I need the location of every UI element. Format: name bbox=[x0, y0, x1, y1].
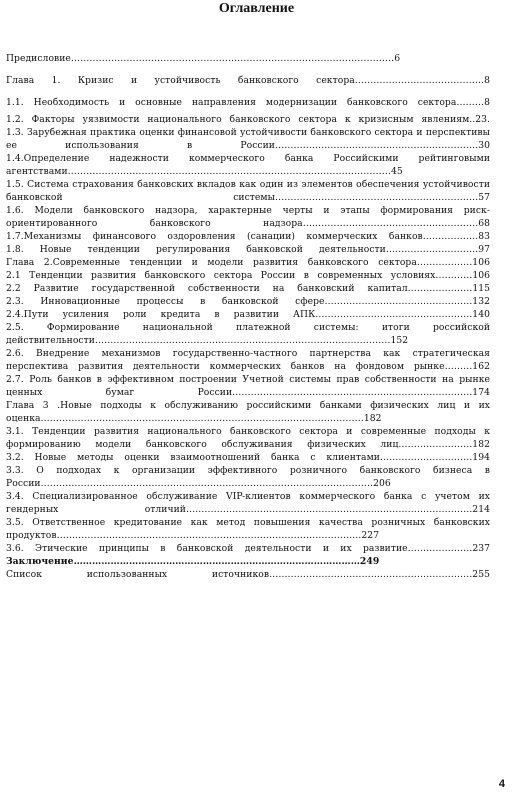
toc-entry: Заключение…………………………………………………………………………………249 bbox=[6, 556, 380, 567]
toc-entry: Глава 3 .Новые подходы к обслуживанию российскими банками физических лиц и их оценка……………………………………………………………………………………………182 bbox=[6, 400, 490, 424]
toc-entry: 3.6. Этические принципы в банковской деятельности и их развитие…………………237 bbox=[6, 543, 490, 554]
toc-entry: Глава 1. Кризис и устойчивость банковского сектора……………………………………8 bbox=[6, 75, 490, 86]
toc-entry: 1.8. Новые тенденции регулирования банковской деятельности…………………………97 bbox=[6, 244, 490, 255]
toc-entry: 2.5. Формирование национальной платежной системы: итоги российской действительности……………………………………………………………………………………152 bbox=[6, 322, 490, 346]
toc-entry: Предисловие……………………………………………………………………………………………6 bbox=[6, 53, 401, 64]
toc-entry: 3.5. Ответственное кредитование как метод повышения качества розничных банковских продуктов………………………………………………………………………………………227 bbox=[6, 517, 490, 541]
toc-entry: 1.3. Зарубежная практика оценки финансовой устойчивости банковского сектора и перспективы ее использования в России…………………………………………………………30 bbox=[6, 127, 490, 151]
toc-entry: 1.7.Механизмы финансового оздоровления (санации) коммерческих банков………………83 bbox=[6, 231, 490, 242]
toc-entry: Глава 2.Современные тенденции и модели развития банковского сектора………………106 bbox=[6, 257, 490, 268]
toc-entry: 1.1. Необходимость и основные направления модернизации банковского сектора………8 bbox=[6, 97, 490, 108]
page-number: 4 bbox=[498, 778, 505, 790]
toc-entry: 1.4.Определение надежности коммерческого банка Российскими рейтинговыми агентствами……………………………………………………………………………………………45 bbox=[6, 153, 490, 177]
toc-entry: 2.4.Пути усиления роли кредита в развитии АПК……………………………………………140 bbox=[6, 309, 490, 320]
table-of-contents bbox=[6, 52, 490, 581]
toc-entry: 3.4. Специализированное обслуживание VIP-клиентов коммерческого банка с учетом их гендерных отличий…………………………………………………………………………………214 bbox=[6, 491, 490, 515]
toc-entry: 3.1. Тенденции развития национального банковского сектора и современные подходы к формированию модели банковского обслуживания физических лиц……………………182 bbox=[6, 426, 490, 450]
toc-entry: 3.2. Новые методы оценки взаимоотношений банка с клиентами…………………………194 bbox=[6, 452, 490, 463]
toc-entry: 2.1 Тенденции развития банковского сектора России в современных условиях…………106 bbox=[6, 270, 490, 281]
toc-entry: 2.7. Роль банков в эффективном построении Учетной системы прав собственности на рынке ценных бумаг России……………………………………………………………………174 bbox=[6, 374, 490, 398]
toc-entry: 2.2 Развитие государственной собственности на банковский капитал…………………115 bbox=[6, 283, 490, 294]
page-title: Оглавление bbox=[218, 1, 295, 16]
toc-entry: 1.5. Система страхования банковских вкладов как один из элементов обеспечения устойчивости банковской системы…………………………………………………………57 bbox=[6, 179, 490, 203]
toc-entry: 2.6. Внедрение механизмов государственно-частного партнерства как стратегическая перспектива развития деятельности коммерческих банков на фондовом рынке………162 bbox=[6, 348, 490, 372]
toc-entry: 2.3. Инновационные процессы в банковской сфере…………………………………………132 bbox=[6, 296, 490, 307]
toc-entry: 1.6. Модели банковского надзора, характерные черты и этапы формирования риск-ориентированного банковского надзора…………………………………………………68 bbox=[6, 205, 490, 229]
toc-entry: 1.2. Факторы уязвимости национального банковского сектора к кризисным явлениям..23. bbox=[6, 114, 490, 125]
toc-entry: Список использованных источников…………………………………………………………255 bbox=[6, 569, 490, 580]
toc-entry: 3.3. О подходах к организации эффективного розничного банковского бизнеса в России………………………………………………………………………………………………206 bbox=[6, 465, 490, 489]
